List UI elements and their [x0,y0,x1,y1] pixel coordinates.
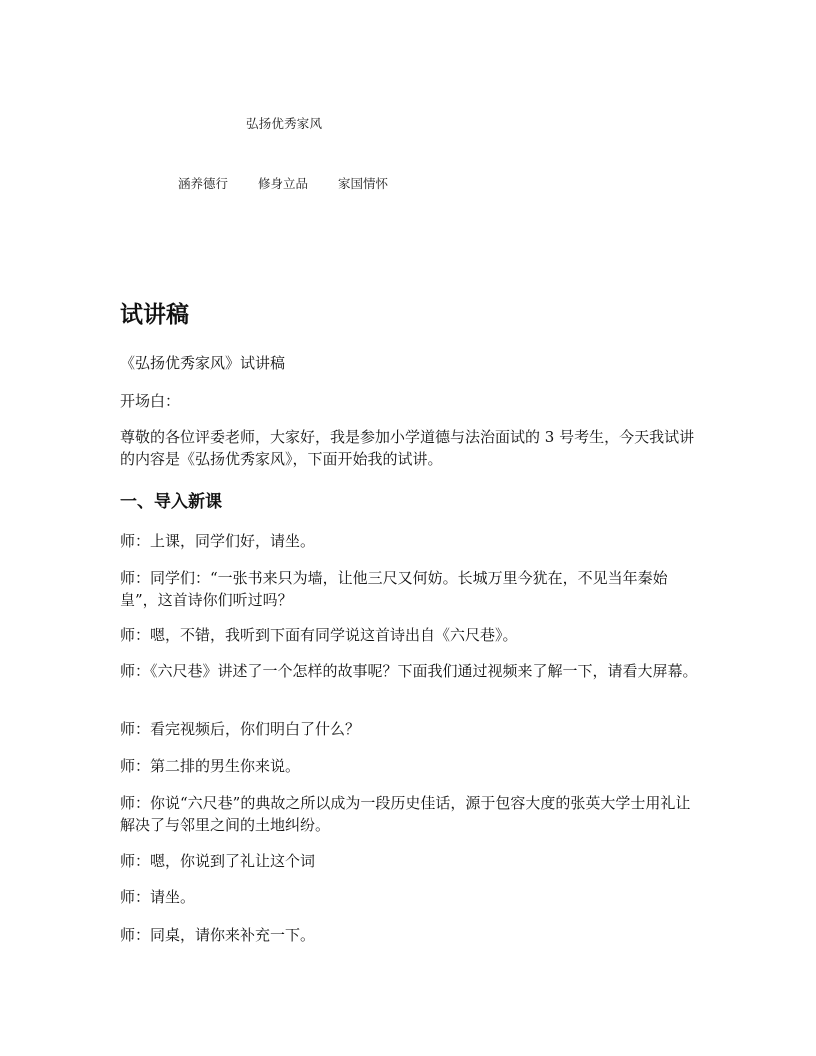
opening-paragraph: 尊敬的各位评委老师，大家好，我是参加小学道德与法治面试的 3 号考生，今天我试讲的内容是《弘扬优秀家风》，下面开始我的试讲。 [120,428,695,468]
dialogue-line: 师：上课，同学们好，请坐。 [120,532,316,550]
banner-tag: 修身立品 [258,176,309,191]
dialogue-line: 师：同学们：“一张书来只为墙，让他三尺又何妨。长城万里今犹在，不见当年秦始皇”，这首诗你们听过吗？ [120,569,668,609]
dialogue-line: 师：《六尺巷》讲述了一个怎样的故事呢？下面我们通过视频来了解一下，请看大屏幕。 [120,662,698,680]
opening-label: 开场白： [120,392,181,410]
document-heading: 试讲稿 [120,302,189,328]
dialogue-line: 师：你说“六尺巷”的典故之所以成为一段历史佳话，源于包容大度的张英大学士用礼让解决了与邻里之间的土地纠纷。 [120,794,691,834]
dialogue-line: 师：第二排的男生你来说。 [120,757,301,775]
banner-tag: 家国情怀 [338,176,389,191]
banner-tag: 涵养德行 [178,176,229,191]
document-subtitle: 《弘扬优秀家风》试讲稿 [120,354,286,372]
dialogue-line: 师：嗯，不错，我听到下面有同学说这首诗出自《六尺巷》。 [120,626,518,644]
dialogue-line: 师：同桌，请你来补充一下。 [120,926,316,944]
dialogue-line: 师：嗯，你说到了礼让这个词 [120,852,316,870]
dialogue-line: 师：请坐。 [120,888,196,906]
dialogue-line: 师：看完视频后，你们明白了什么？ [120,720,361,738]
banner-tags [178,174,388,192]
section-heading-introduction: 一、导入新课 [120,492,222,512]
banner-title: 弘扬优秀家风 [246,116,323,131]
